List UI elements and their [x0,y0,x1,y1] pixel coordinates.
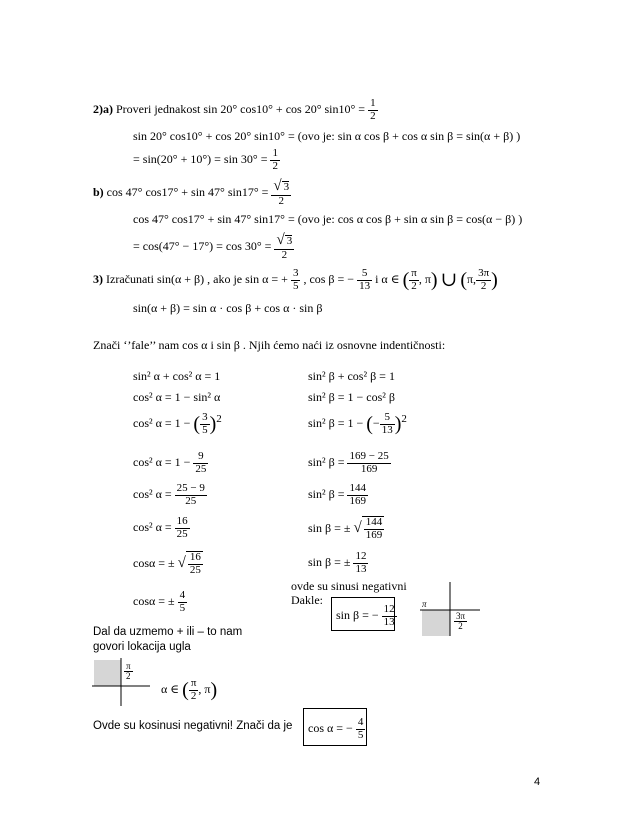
right-eq-1: sin² β + cos² β = 1 [308,369,395,383]
right-eq-2: sin² β = 1 − cos² β [308,390,395,404]
missing-note: Znači ‘’fale’’ nam cos α i sin β . Njih ćemo naći iz osnovne indentičnosti: [93,338,446,352]
right-eq-4: sin² β = $\frac{169 - 25}{169}$ [308,450,389,475]
cos-negative-note: Ovde su kosinusi negativni! Znači da je [93,720,293,732]
task2b-line2: = cos(47° − 17°) = cos 30° = $\frac{√ 3}{2}$ [133,232,293,261]
left-eq-8: cosα = ± $\frac{4}{5}$ [133,589,186,614]
graph-quadrant-two-svg [92,658,152,708]
right-eq-3: sin² β = 1 − (− $\frac{5}{13}$ )$^2$ [308,411,407,436]
graph-quadrant-three [420,580,482,638]
left-eq-2: cos² α = 1 − sin² α [133,390,221,404]
left-eq-4: cos² α = 1 − $\frac{9}{25}$ [133,450,207,475]
page-number: 4 [534,776,541,788]
task3-label: 3) [93,271,103,286]
task2a-intro: Proveri jednakost [116,101,201,116]
task2a-statement [93,98,378,122]
graph-quadrant-two [92,658,152,708]
graph-right-pi: π [422,599,427,609]
left-eq-6: cos² α = $\frac{16}{25}$ [133,515,188,540]
sin-beta-result-box: sin β = − $\frac{12}{13}$ [331,597,395,631]
cos-alpha-result-box: cos α = − $\frac{4}{5}$ [303,708,367,746]
task3-statement: 3) Izračunati sin(α + β) , ako je sin α = + $\frac{3}{5}$ , cos β = − $\frac{5}{13}$ i α ∈ ( $\frac{\pi}{2}$ , π) ∪ (π, $\frac{3\pi}{2}$ ) [93,267,498,292]
graph-quadrant-three-svg [420,580,482,638]
graph-right-3pi2: $\frac{3\pi}{2}$ [456,611,466,632]
task2a-label: 2)a) [93,101,113,116]
task2b-statement: b) cos 47° cos17° + sin 47° sin17° = $\frac{√ 3}{2}$ [93,178,290,207]
left-eq-1: sin² α + cos² α = 1 [133,369,221,383]
task2a-fraction: $\frac{1}{2}$ [370,97,376,122]
graph-left-pi2: $\frac{\pi}{2}$ [126,661,131,682]
task2a-line2: = sin(20° + 10°) = sin 30° = $\frac{1}{2}$ [133,147,278,172]
left-eq-5: cos² α = $\frac{25 - 9}{25}$ [133,482,205,507]
task2b-label: b) [93,184,104,199]
right-eq-6: sin β = ± √ $\frac{144}{169}$ [308,516,383,541]
task3-formula: sin(α + β) = sin α · cos β + cos α · sin β [133,301,323,315]
task2b-line1: cos 47° cos17° + sin 47° sin17° = (ovo je: cos α cos β + sin α sin β = cos(α − β) ) [133,212,523,226]
right-eq-5: sin² β = $\frac{144}{169}$ [308,482,366,507]
task2a-line1: sin 20° cos10° + cos 20° sin10° = (ovo je: sin α cos β + cos α sin β = sin(α + β) ) [133,129,521,143]
left-eq-7: cosα = ± √ $\frac{16}{25}$ [133,551,201,576]
plus-minus-note-2: govori lokacija ugla [93,641,191,653]
sinus-negative-note: ovde su sinusi negativni [291,579,407,593]
alpha-interval: α ∈ ( $\frac{\pi}{2}$ , π) [161,677,218,702]
plus-minus-note-1: Dal da uzmemo + ili – to nam [93,626,243,638]
dakle-label: Dakle: [291,593,323,607]
task2b-fraction: $\frac{√ 3}{2}$ [273,178,290,207]
left-eq-3: cos² α = 1 − ( $\frac{3}{5}$ )$^2$ [133,411,222,436]
task2a-equation: sin 20° cos10° + cos 20° sin10° = [203,101,366,116]
right-eq-7: sin β = ± $\frac{12}{13}$ [308,550,367,575]
